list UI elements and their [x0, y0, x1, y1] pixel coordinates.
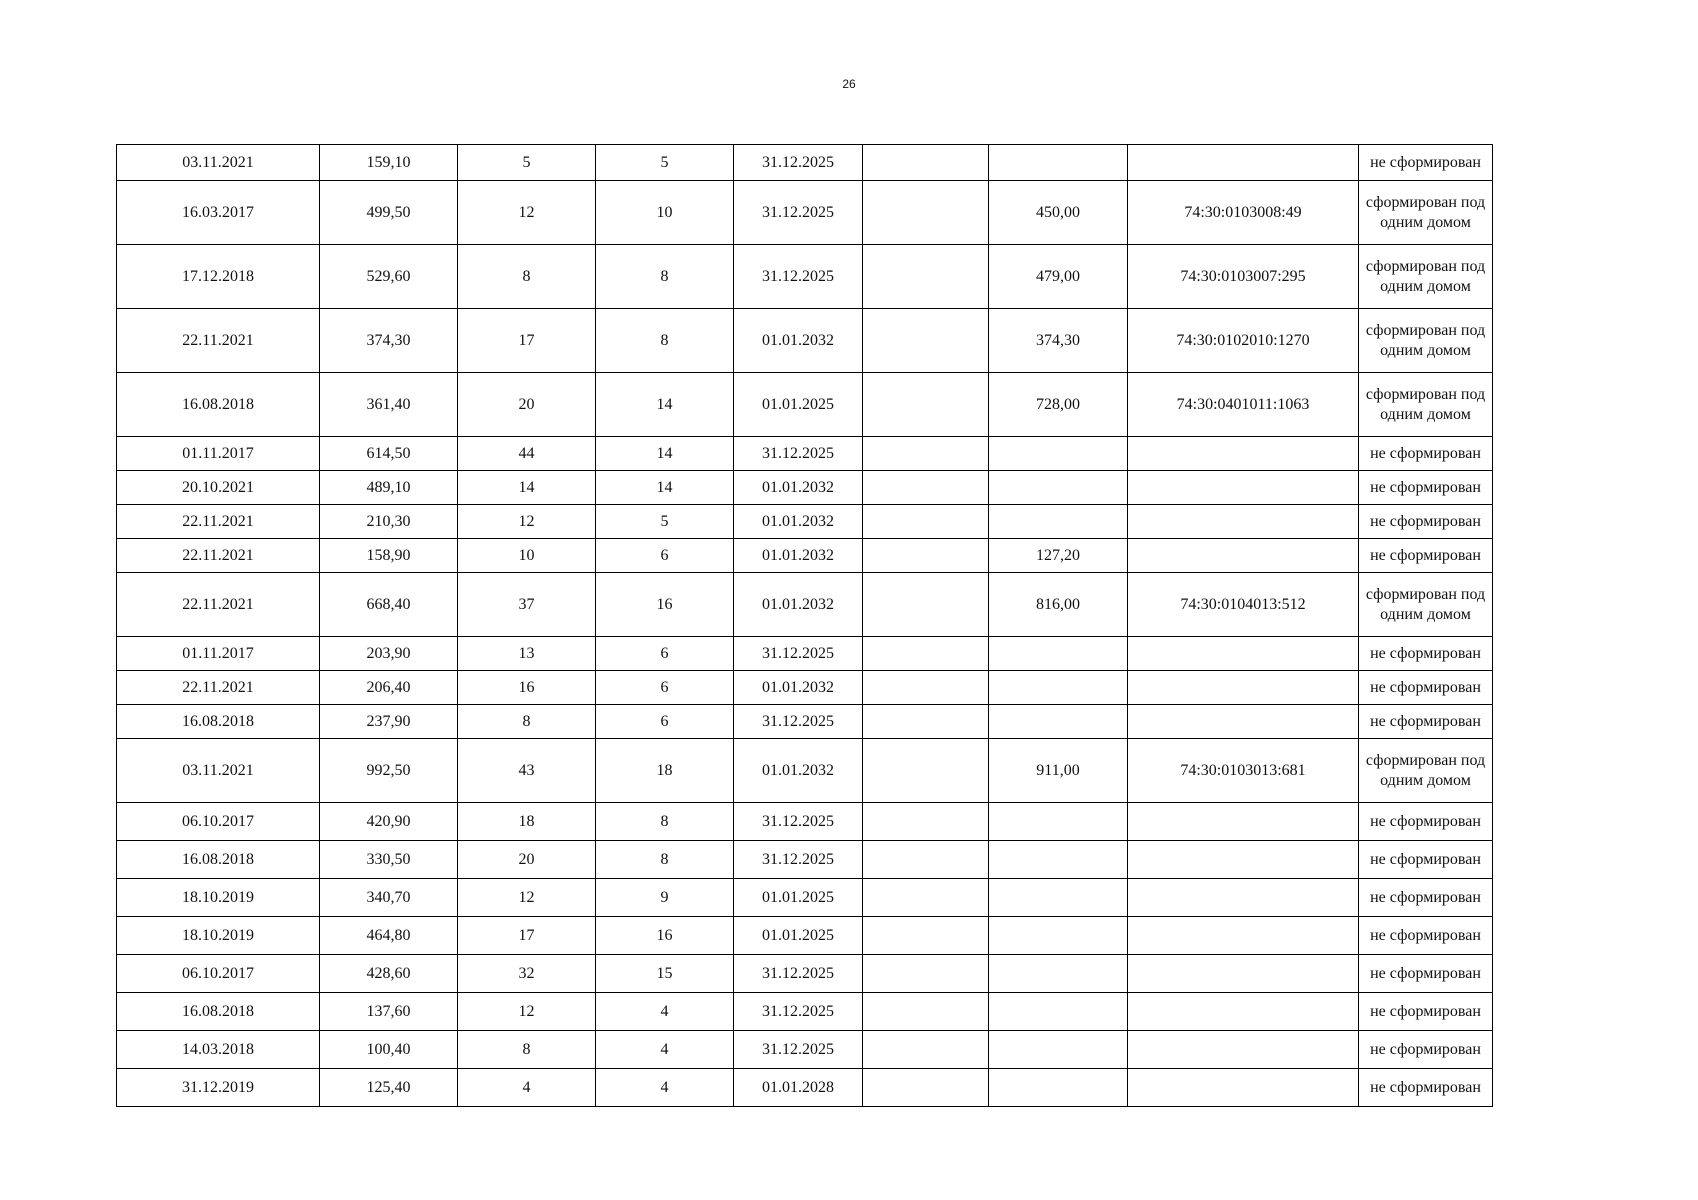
count-b-cell: 15	[596, 955, 734, 993]
count-a-cell: 5	[458, 145, 596, 181]
plot-area-cell	[989, 803, 1128, 841]
area-cell: 489,10	[320, 471, 458, 505]
cadastral-number-cell	[1128, 1031, 1359, 1069]
area-cell: 668,40	[320, 573, 458, 637]
deadline-cell: 01.01.2025	[734, 917, 863, 955]
status-cell: не сформирован	[1359, 471, 1493, 505]
table-row	[117, 437, 1493, 471]
plot-area-cell	[989, 145, 1128, 181]
empty-cell	[863, 1031, 989, 1069]
date-cell: 20.10.2021	[117, 471, 320, 505]
plot-area-cell: 479,00	[989, 245, 1128, 309]
table-row	[117, 803, 1493, 841]
count-b-cell: 8	[596, 245, 734, 309]
count-a-cell: 13	[458, 637, 596, 671]
empty-cell	[863, 739, 989, 803]
count-b-cell: 5	[596, 145, 734, 181]
plot-area-cell	[989, 705, 1128, 739]
count-b-cell: 6	[596, 637, 734, 671]
status-cell: не сформирован	[1359, 1031, 1493, 1069]
deadline-cell: 31.12.2025	[734, 145, 863, 181]
date-cell: 22.11.2021	[117, 309, 320, 373]
count-a-cell: 16	[458, 671, 596, 705]
date-cell: 03.11.2021	[117, 145, 320, 181]
date-cell: 22.11.2021	[117, 573, 320, 637]
deadline-cell: 31.12.2025	[734, 803, 863, 841]
date-cell: 18.10.2019	[117, 879, 320, 917]
cadastral-number-cell	[1128, 993, 1359, 1031]
empty-cell	[863, 245, 989, 309]
plot-area-cell: 816,00	[989, 573, 1128, 637]
date-cell: 17.12.2018	[117, 245, 320, 309]
empty-cell	[863, 145, 989, 181]
status-cell: не сформирован	[1359, 671, 1493, 705]
area-cell: 125,40	[320, 1069, 458, 1107]
count-a-cell: 17	[458, 309, 596, 373]
count-a-cell: 44	[458, 437, 596, 471]
deadline-cell: 01.01.2032	[734, 309, 863, 373]
count-a-cell: 20	[458, 841, 596, 879]
date-cell: 16.08.2018	[117, 841, 320, 879]
plot-area-cell	[989, 1069, 1128, 1107]
count-a-cell: 20	[458, 373, 596, 437]
cadastral-number-cell	[1128, 437, 1359, 471]
status-cell: сформирован под одним домом	[1359, 181, 1493, 245]
empty-cell	[863, 181, 989, 245]
table-row	[117, 373, 1493, 437]
deadline-cell: 01.01.2025	[734, 373, 863, 437]
count-b-cell: 5	[596, 505, 734, 539]
cadastral-number-cell	[1128, 145, 1359, 181]
plot-area-cell: 127,20	[989, 539, 1128, 573]
plot-area-cell: 374,30	[989, 309, 1128, 373]
cadastral-number-cell	[1128, 879, 1359, 917]
plot-area-cell: 728,00	[989, 373, 1128, 437]
count-b-cell: 4	[596, 1069, 734, 1107]
empty-cell	[863, 993, 989, 1031]
table-row	[117, 505, 1493, 539]
date-cell: 03.11.2021	[117, 739, 320, 803]
status-cell: не сформирован	[1359, 879, 1493, 917]
status-cell: сформирован под одним домом	[1359, 245, 1493, 309]
deadline-cell: 31.12.2025	[734, 181, 863, 245]
plot-area-cell	[989, 879, 1128, 917]
deadline-cell: 01.01.2032	[734, 671, 863, 705]
deadline-cell: 01.01.2032	[734, 505, 863, 539]
count-a-cell: 12	[458, 879, 596, 917]
count-b-cell: 8	[596, 803, 734, 841]
date-cell: 06.10.2017	[117, 803, 320, 841]
date-cell: 06.10.2017	[117, 955, 320, 993]
deadline-cell: 31.12.2025	[734, 705, 863, 739]
cadastral-number-cell	[1128, 705, 1359, 739]
cadastral-number-cell	[1128, 1069, 1359, 1107]
count-b-cell: 4	[596, 1031, 734, 1069]
table-row	[117, 879, 1493, 917]
cadastral-number-cell	[1128, 803, 1359, 841]
area-cell: 330,50	[320, 841, 458, 879]
count-a-cell: 12	[458, 505, 596, 539]
deadline-cell: 31.12.2025	[734, 955, 863, 993]
status-cell: не сформирован	[1359, 705, 1493, 739]
status-cell: сформирован под одним домом	[1359, 739, 1493, 803]
area-cell: 614,50	[320, 437, 458, 471]
status-cell: не сформирован	[1359, 841, 1493, 879]
count-b-cell: 4	[596, 993, 734, 1031]
deadline-cell: 01.01.2032	[734, 573, 863, 637]
area-cell: 374,30	[320, 309, 458, 373]
date-cell: 14.03.2018	[117, 1031, 320, 1069]
status-cell: не сформирован	[1359, 437, 1493, 471]
cadastral-number-cell	[1128, 917, 1359, 955]
table-row	[117, 841, 1493, 879]
cadastral-number-cell: 74:30:0401011:1063	[1128, 373, 1359, 437]
count-b-cell: 14	[596, 373, 734, 437]
plot-area-cell	[989, 917, 1128, 955]
cadastral-number-cell	[1128, 841, 1359, 879]
empty-cell	[863, 637, 989, 671]
count-b-cell: 18	[596, 739, 734, 803]
area-cell: 137,60	[320, 993, 458, 1031]
table-row	[117, 955, 1493, 993]
deadline-cell: 31.12.2025	[734, 437, 863, 471]
count-a-cell: 12	[458, 993, 596, 1031]
area-cell: 529,60	[320, 245, 458, 309]
count-a-cell: 17	[458, 917, 596, 955]
empty-cell	[863, 437, 989, 471]
deadline-cell: 31.12.2025	[734, 841, 863, 879]
empty-cell	[863, 573, 989, 637]
housing-register-table	[116, 144, 1493, 1107]
count-a-cell: 32	[458, 955, 596, 993]
empty-cell	[863, 841, 989, 879]
deadline-cell: 01.01.2028	[734, 1069, 863, 1107]
status-cell: сформирован под одним домом	[1359, 309, 1493, 373]
area-cell: 237,90	[320, 705, 458, 739]
area-cell: 420,90	[320, 803, 458, 841]
table-row	[117, 245, 1493, 309]
date-cell: 22.11.2021	[117, 539, 320, 573]
empty-cell	[863, 1069, 989, 1107]
area-cell: 100,40	[320, 1031, 458, 1069]
empty-cell	[863, 309, 989, 373]
table-row	[117, 739, 1493, 803]
count-a-cell: 8	[458, 705, 596, 739]
empty-cell	[863, 917, 989, 955]
table-row	[117, 539, 1493, 573]
count-a-cell: 14	[458, 471, 596, 505]
count-b-cell: 8	[596, 309, 734, 373]
date-cell: 01.11.2017	[117, 437, 320, 471]
deadline-cell: 01.01.2025	[734, 879, 863, 917]
count-a-cell: 8	[458, 245, 596, 309]
count-b-cell: 14	[596, 471, 734, 505]
table-row	[117, 993, 1493, 1031]
status-cell: сформирован под одним домом	[1359, 373, 1493, 437]
date-cell: 18.10.2019	[117, 917, 320, 955]
plot-area-cell	[989, 637, 1128, 671]
plot-area-cell	[989, 471, 1128, 505]
date-cell: 16.08.2018	[117, 373, 320, 437]
area-cell: 361,40	[320, 373, 458, 437]
count-b-cell: 16	[596, 573, 734, 637]
cadastral-number-cell	[1128, 671, 1359, 705]
date-cell: 16.08.2018	[117, 705, 320, 739]
status-cell: не сформирован	[1359, 803, 1493, 841]
count-b-cell: 10	[596, 181, 734, 245]
count-b-cell: 6	[596, 671, 734, 705]
table-row	[117, 471, 1493, 505]
plot-area-cell	[989, 1031, 1128, 1069]
status-cell: не сформирован	[1359, 637, 1493, 671]
cadastral-number-cell	[1128, 505, 1359, 539]
cadastral-number-cell: 74:30:0104013:512	[1128, 573, 1359, 637]
plot-area-cell	[989, 955, 1128, 993]
plot-area-cell	[989, 505, 1128, 539]
cadastral-number-cell	[1128, 539, 1359, 573]
table-body	[117, 145, 1493, 1107]
area-cell: 499,50	[320, 181, 458, 245]
area-cell: 340,70	[320, 879, 458, 917]
table-row	[117, 181, 1493, 245]
table-row	[117, 1069, 1493, 1107]
area-cell: 203,90	[320, 637, 458, 671]
cadastral-number-cell: 74:30:0103007:295	[1128, 245, 1359, 309]
cadastral-number-cell: 74:30:0103008:49	[1128, 181, 1359, 245]
date-cell: 22.11.2021	[117, 505, 320, 539]
count-a-cell: 10	[458, 539, 596, 573]
empty-cell	[863, 803, 989, 841]
count-b-cell: 6	[596, 705, 734, 739]
area-cell: 464,80	[320, 917, 458, 955]
plot-area-cell: 911,00	[989, 739, 1128, 803]
count-a-cell: 4	[458, 1069, 596, 1107]
empty-cell	[863, 955, 989, 993]
empty-cell	[863, 471, 989, 505]
plot-area-cell	[989, 437, 1128, 471]
area-cell: 210,30	[320, 505, 458, 539]
status-cell: не сформирован	[1359, 917, 1493, 955]
plot-area-cell	[989, 671, 1128, 705]
cadastral-number-cell	[1128, 637, 1359, 671]
count-b-cell: 16	[596, 917, 734, 955]
empty-cell	[863, 505, 989, 539]
area-cell: 992,50	[320, 739, 458, 803]
table-row	[117, 671, 1493, 705]
date-cell: 22.11.2021	[117, 671, 320, 705]
empty-cell	[863, 705, 989, 739]
deadline-cell: 31.12.2025	[734, 993, 863, 1031]
table-row	[117, 917, 1493, 955]
status-cell: не сформирован	[1359, 505, 1493, 539]
status-cell: не сформирован	[1359, 1069, 1493, 1107]
table-row	[117, 705, 1493, 739]
cadastral-number-cell: 74:30:0103013:681	[1128, 739, 1359, 803]
deadline-cell: 01.01.2032	[734, 471, 863, 505]
empty-cell	[863, 373, 989, 437]
table-row	[117, 637, 1493, 671]
table-row	[117, 309, 1493, 373]
count-a-cell: 43	[458, 739, 596, 803]
table-row	[117, 573, 1493, 637]
plot-area-cell: 450,00	[989, 181, 1128, 245]
plot-area-cell	[989, 993, 1128, 1031]
count-a-cell: 18	[458, 803, 596, 841]
empty-cell	[863, 879, 989, 917]
table-row	[117, 1031, 1493, 1069]
status-cell: не сформирован	[1359, 145, 1493, 181]
deadline-cell: 01.01.2032	[734, 539, 863, 573]
date-cell: 16.03.2017	[117, 181, 320, 245]
date-cell: 01.11.2017	[117, 637, 320, 671]
count-b-cell: 8	[596, 841, 734, 879]
count-b-cell: 9	[596, 879, 734, 917]
page-number: 26	[842, 77, 856, 91]
cadastral-number-cell	[1128, 471, 1359, 505]
empty-cell	[863, 671, 989, 705]
area-cell: 159,10	[320, 145, 458, 181]
area-cell: 428,60	[320, 955, 458, 993]
status-cell: не сформирован	[1359, 993, 1493, 1031]
plot-area-cell	[989, 841, 1128, 879]
status-cell: не сформирован	[1359, 539, 1493, 573]
count-a-cell: 12	[458, 181, 596, 245]
count-b-cell: 6	[596, 539, 734, 573]
area-cell: 206,40	[320, 671, 458, 705]
status-cell: сформирован под одним домом	[1359, 573, 1493, 637]
deadline-cell: 31.12.2025	[734, 637, 863, 671]
count-a-cell: 37	[458, 573, 596, 637]
date-cell: 31.12.2019	[117, 1069, 320, 1107]
area-cell: 158,90	[320, 539, 458, 573]
cadastral-number-cell: 74:30:0102010:1270	[1128, 309, 1359, 373]
cadastral-number-cell	[1128, 955, 1359, 993]
table-row	[117, 145, 1493, 181]
count-b-cell: 14	[596, 437, 734, 471]
deadline-cell: 01.01.2032	[734, 739, 863, 803]
date-cell: 16.08.2018	[117, 993, 320, 1031]
empty-cell	[863, 539, 989, 573]
count-a-cell: 8	[458, 1031, 596, 1069]
deadline-cell: 31.12.2025	[734, 245, 863, 309]
deadline-cell: 31.12.2025	[734, 1031, 863, 1069]
status-cell: не сформирован	[1359, 955, 1493, 993]
